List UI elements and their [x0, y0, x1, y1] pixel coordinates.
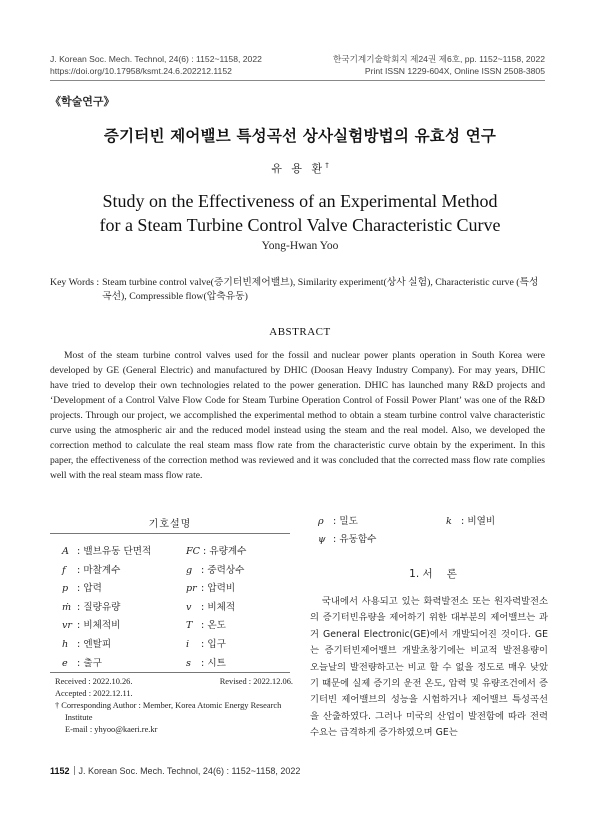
nomenclature-item: [186, 638, 287, 651]
nomenclature-desc: : 출구: [74, 657, 102, 669]
author-korean: [0, 160, 600, 176]
nomenclature-item: [62, 582, 186, 595]
footer-citation: J. Korean Soc. Mech. Technol, 24(6) : 1152~1158, 2022: [78, 766, 301, 776]
section-body: 국내에서 사용되고 있는 화력발전소 또는 원자력발전소의 증기터빈유량을 제어하기 위한 대부분의 제어밸브는 과거 General Electronic(GE)에서 개발되어진 것이다. GE는 증기터빈제어밸브 개발초창기에는 비교적 발전용량이 오늘날의 발전량하고는 비교 할 수 없을 정도로 매우 낮았기 때문에 실제 증기의 운전 온도, 압력 및 유량조건에서 증기터빈 제어밸브의 성능을 시험하거나 제어밸브 특성곡선을 산출하였다. 그러나 미국의 산업이 발전함에 따라 전력수요는 급격하게 증가하였으며 GE는: [310, 596, 548, 739]
corresponding-mark: †: [325, 161, 329, 170]
nomenclature-desc: : 입구: [198, 638, 226, 650]
corresponding-author: † Corresponding Author : Member, Korea Atomic Energy Research: [55, 701, 282, 710]
nomenclature-item: [318, 515, 446, 528]
nomenclature-desc: : 유동함수: [330, 534, 377, 545]
nomenclature-desc: : 엔탈피: [74, 638, 112, 650]
revised-date: Revised : 2022.12.06.: [219, 677, 293, 686]
nomenclature-item: [186, 619, 287, 632]
nomenclature-heading: 기호설명: [148, 519, 192, 530]
doi-link[interactable]: https://doi.org/10.17958/ksmt.24.6.202212.1152: [50, 66, 232, 76]
nomenclature-symbol: e: [62, 657, 68, 669]
nomenclature-desc: : 압력: [74, 583, 102, 595]
nomenclature-symbol: p: [62, 583, 69, 595]
nomenclature-symbol: h: [62, 638, 69, 650]
keywords: [50, 276, 545, 304]
nomenclature-item: [186, 582, 287, 595]
nomenclature-symbol: v: [186, 601, 192, 613]
nomenclature-list-continued: [318, 515, 548, 546]
nomenclature-symbol: ρ: [318, 516, 324, 527]
nomenclature-symbol: vr: [62, 620, 73, 632]
nomenclature-desc: : 유량계수: [200, 546, 247, 557]
nomenclature-desc: : 비체적비: [74, 620, 121, 632]
nomenclature-symbol: pr: [186, 583, 197, 595]
journal-citation: J. Korean Soc. Mech. Technol, 24(6) : 1152~1158, 2022: [50, 54, 262, 64]
nomenclature-item: [186, 657, 287, 670]
nomenclature-desc: : 온도: [198, 620, 226, 632]
nomenclature-item: [62, 638, 186, 651]
nomenclature-symbol: k: [446, 516, 452, 527]
manuscript-info: [55, 676, 293, 736]
nomenclature-symbol: s: [186, 657, 191, 669]
nomenclature-item: [62, 601, 186, 614]
nomenclature-desc: : 압력비: [198, 583, 236, 595]
running-header-left: [50, 53, 262, 77]
abstract-heading: ABSTRACT: [269, 326, 331, 338]
received-revised-row: [55, 676, 293, 688]
footnote-divider: [50, 672, 290, 673]
nomenclature-symbol: T: [186, 620, 193, 632]
nomenclature-desc: : 밀도: [330, 516, 358, 527]
title-english: [0, 189, 600, 237]
section-title-part2: 론: [446, 568, 457, 580]
nomenclature-symbol: f: [62, 564, 66, 576]
section-tag: 《학술연구》: [50, 95, 115, 108]
running-header-right: [333, 53, 545, 77]
footer-separator: [74, 766, 75, 775]
abstract-body: Most of the steam turbine control valves used for the fossil and nuclear power plants operation in South Korea were developed by GE (General Electric) and manufactured by DHIC (Doosan Heavy Industry Company). For may years, DHIC have tried to develop their own technologies related to the power generation. DHIC has launched many R&D projects and ‘Development of a Control Valve Flow Code for Steam Turbine Operation Control of Fossil Power Plant’ was one of the R&D projects. Through our project, we accomplished the experimental method to obtain a steam turbine control valve characteristic curve using the atmospheric air and the reduced model instead using the steam and the real model. Also, we developed the correction method to calculate the real steam mass flow rate from the characteristic curve obtain by the experiment. In this paper, the effectiveness of the correction method was reviewed and it was concluded that the corrected mass flow rate complies well with the real steam mass flow rate.: [50, 350, 545, 481]
nomenclature-symbol: ψ: [318, 534, 326, 545]
nomenclature-list: [62, 545, 287, 670]
received-date: Received : 2022.10.26.: [55, 677, 133, 686]
title-english-line2: for a Steam Turbine Control Valve Characteristic Curve: [99, 215, 501, 235]
page-footer: [50, 766, 300, 776]
section-title-part1: 서: [422, 568, 433, 580]
nomenclature-item: [318, 533, 446, 546]
header-divider: [50, 80, 545, 81]
email-link[interactable]: E-mail : yhyoo@kaeri.re.kr: [65, 725, 158, 734]
nomenclature-symbol: i: [186, 638, 190, 650]
keywords-text: Steam turbine control valve(증기터빈제어밸브), Similarity experiment(상사 실험), Characteristic curve (특성곡선), Compressible flow(압축유동): [102, 277, 539, 302]
nomenclature-item: [186, 564, 287, 577]
nomenclature-desc: : 질량유량: [74, 601, 121, 613]
nomenclature-item: [62, 657, 186, 670]
author-korean-name: 유 용 환: [271, 162, 326, 175]
nomenclature-item: [186, 545, 287, 558]
nomenclature-item: [62, 545, 186, 558]
author-english: Yong-Hwan Yoo: [261, 240, 339, 252]
nomenclature-item: [186, 601, 287, 614]
corresponding-author-cont: Institute: [65, 713, 93, 722]
keywords-label: Key Words :: [50, 277, 100, 288]
title-english-line1: Study on the Effectiveness of an Experimental Method: [102, 191, 498, 211]
title-korean: 증기터빈 제어밸브 특성곡선 상사실험방법의 유효성 연구: [103, 127, 497, 145]
nomenclature-desc: : 중력상수: [198, 564, 245, 576]
nomenclature-divider: [50, 533, 290, 534]
issn-line: Print ISSN 1229-604X, Online ISSN 2508-3805: [364, 66, 545, 76]
nomenclature-desc: : 시트: [198, 657, 226, 669]
nomenclature-desc: : 밸브유동 단면적: [74, 546, 152, 557]
nomenclature-symbol: A: [62, 546, 69, 557]
nomenclature-symbol: FC: [186, 546, 200, 557]
nomenclature-item: [62, 564, 186, 577]
section-heading: [318, 566, 548, 581]
nomenclature-symbol: ṁ: [62, 601, 72, 613]
section-number: 1.: [409, 568, 420, 580]
nomenclature-desc: : 비열비: [458, 516, 496, 527]
nomenclature-item: [62, 619, 186, 632]
page-number: 1152: [50, 766, 70, 776]
nomenclature-desc: : 마찰계수: [74, 564, 121, 576]
nomenclature-symbol: g: [186, 564, 193, 576]
journal-citation-ko: 한국기계기술학회지 제24권 제6호, pp. 1152~1158, 2022: [332, 54, 545, 64]
nomenclature-desc: : 비체적: [198, 601, 236, 613]
accepted-date: Accepted : 2022.12.11.: [55, 689, 133, 698]
nomenclature-item: [446, 515, 548, 528]
